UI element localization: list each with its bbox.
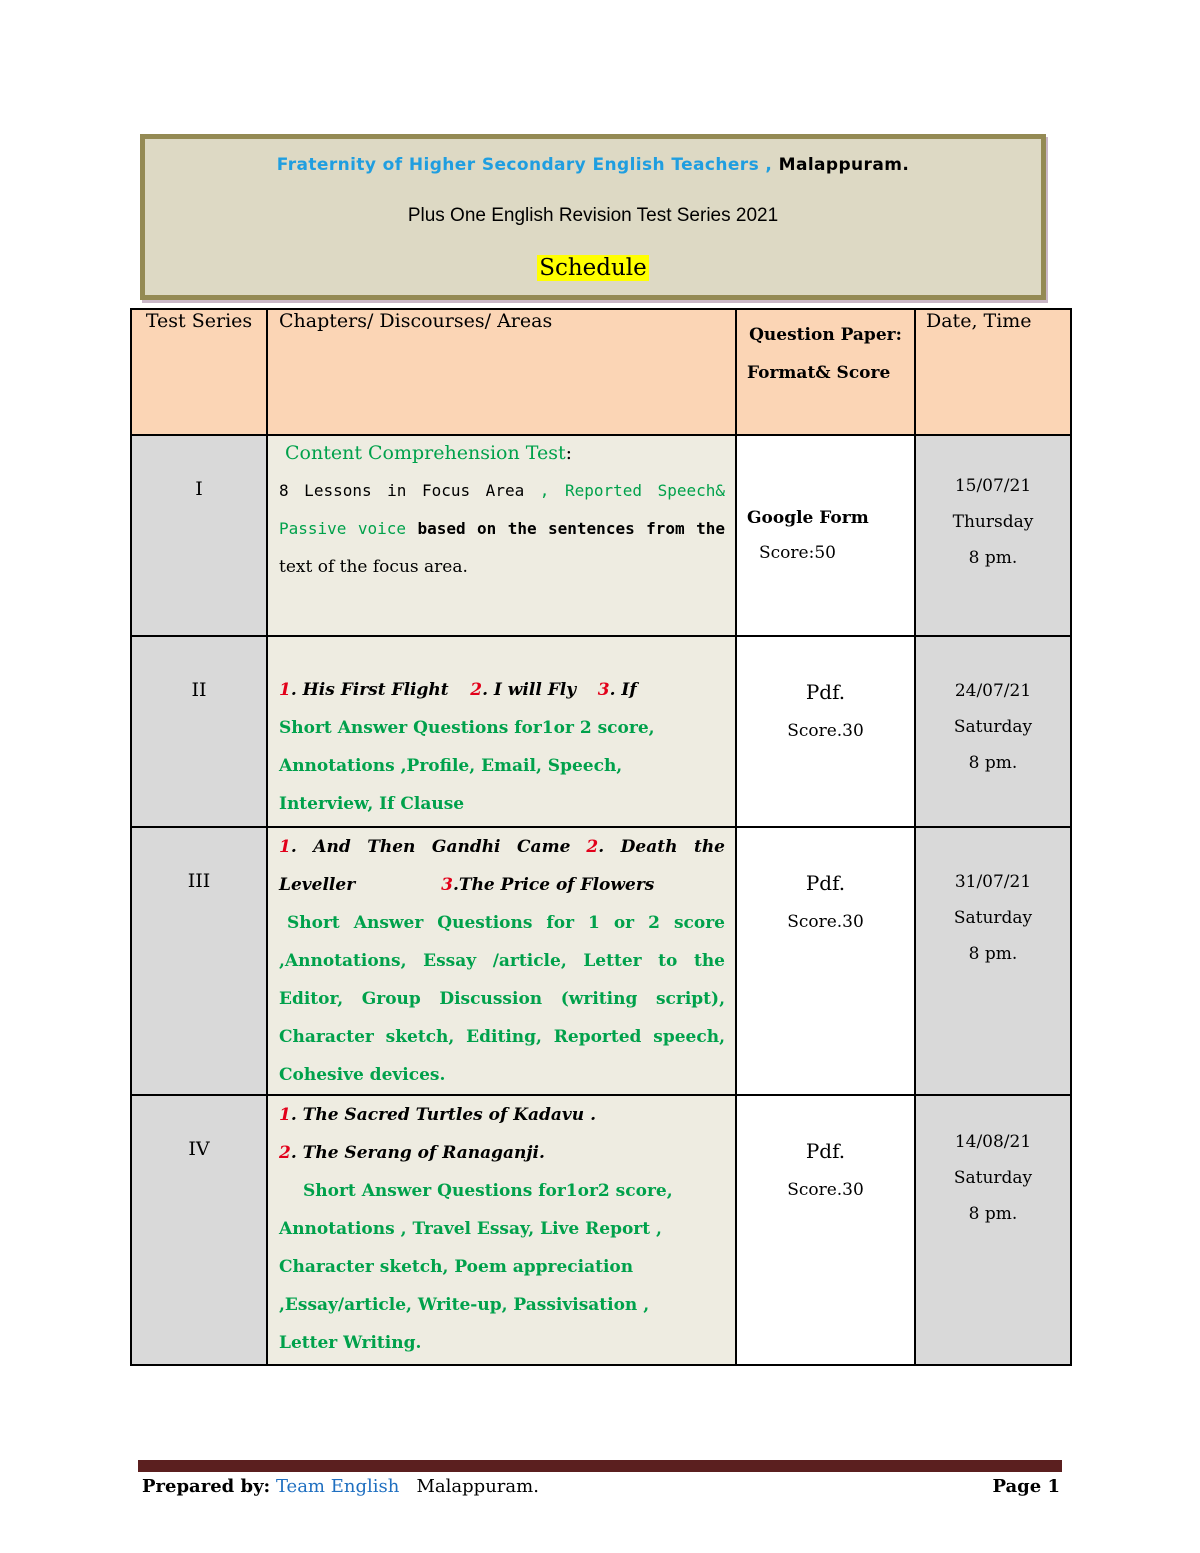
date-cell [915,636,1071,827]
date-value: 14/08/21 [954,1132,1032,1152]
lesson-title: .The Price of Flowers [453,875,655,895]
day-value: Thursday [952,512,1034,532]
schedule-table [130,308,1072,1366]
lesson-list [279,671,725,709]
organization-place: Malappuram. [778,155,910,175]
page-number: Page 1 [992,1476,1060,1497]
chapters-cell [267,636,736,827]
lesson-number: 2 [279,1143,291,1163]
header-question-paper [736,309,915,435]
date-value: 15/07/21 [954,476,1032,496]
chapters-cell [267,1095,736,1365]
team-name: Team English [275,1476,400,1497]
table-header-row [131,309,1071,435]
topics-line: Short Answer Questions for1or2 score, [303,1181,673,1201]
topics-line: Annotations ,Profile, Email, Speech, [279,756,623,776]
format-cell [736,1095,915,1365]
lesson-list [279,866,725,904]
date-value: 24/07/21 [954,681,1032,701]
format-label: Google Form [747,508,869,528]
score-label: Score.30 [787,912,864,932]
date-cell [915,1095,1071,1365]
score-label: Score:50 [759,543,836,563]
topics-line: Cohesive devices. [279,1065,446,1085]
lesson-title: . Death the [598,837,725,857]
score-label: Score.30 [787,1180,864,1200]
lesson-list [279,1134,725,1172]
lesson-title: . And Then Gandhi Came [290,837,571,857]
topics-line: Short Answer Questions for 1 or 2 score [287,913,725,933]
score-label: Score.30 [787,721,864,741]
lesson-list [279,1096,725,1134]
table-row [131,1095,1071,1365]
topics-line: Short Answer Questions for1or 2 score, [279,718,655,738]
series-title: Plus One English Revision Test Series 2021 [407,205,779,226]
time-value: 8 pm. [968,1204,1018,1224]
series-number: II [191,679,207,701]
format-label: Pdf. [805,680,846,704]
day-value: Saturday [953,1168,1033,1188]
series-cell [131,636,267,827]
lesson-number: 2 [470,680,483,700]
time-value: 8 pm. [968,753,1018,773]
day-value: Saturday [953,908,1033,928]
day-value: Saturday [953,717,1033,737]
row-text: text of the focus area. [279,557,468,577]
topics-line: ,Essay/article, Write-up, Passivisation , [279,1295,650,1315]
series-cell [131,435,267,636]
row-heading: Content Comprehension Test [285,442,566,464]
organization-line [145,155,1041,175]
footer-place: Malappuram. [416,1476,539,1497]
row-text: 8 Lessons in Focus Area [279,481,525,500]
organization-name: Fraternity of Higher Secondary English Teachers , [276,155,773,175]
lesson-title: . I will Fly [482,680,577,700]
date-value: 31/07/21 [954,872,1032,892]
lesson-title: . His First Flight [290,680,449,700]
lesson-title: . If [609,680,637,700]
schedule-heading: Schedule [539,255,647,281]
lesson-title: . The Sacred Turtles of Kadavu . [290,1105,597,1125]
format-label: Pdf. [805,871,846,895]
format-cell [736,636,915,827]
header-date-time: Date, Time [915,309,1071,435]
row-text: based on the sentences from the [417,519,725,538]
table-row [131,435,1071,636]
title-box [140,134,1046,300]
series-number: IV [188,1138,210,1160]
header-qp-line2: Format& Score [747,363,891,383]
header-test-series: Test Series [131,309,267,435]
footer-divider [138,1460,1062,1472]
lesson-number: 2 [586,837,599,857]
lesson-number: 1 [279,1105,291,1125]
row-heading-colon: : [565,442,572,464]
series-cell [131,1095,267,1365]
chapters-cell [267,827,736,1095]
date-cell [915,827,1071,1095]
lesson-number: 1 [279,837,291,857]
format-cell [736,827,915,1095]
format-cell [736,435,915,636]
topics-line: Interview, If Clause [279,794,465,814]
row-text-green: , Reported Speech& [539,481,726,500]
lesson-title: . The Serang of Ranaganji. [290,1143,545,1163]
lesson-title: Leveller [279,875,356,895]
series-cell [131,827,267,1095]
lesson-number: 3 [597,680,610,700]
time-value: 8 pm. [968,944,1018,964]
format-label: Pdf. [805,1139,846,1163]
topics-line: Editor, Group Discussion (writing script), [279,989,725,1009]
prepared-by-label: Prepared by: [142,1476,271,1497]
page-footer [142,1476,1060,1502]
header-qp-line1: Question Paper: [749,325,902,345]
header-chapters: Chapters/ Discourses/ Areas [267,309,736,435]
chapters-cell [267,435,736,636]
table-row [131,827,1071,1095]
series-number: III [187,870,211,892]
lesson-number: 3 [441,875,453,895]
topics-line: Character sketch, Editing, Reported speech, [279,1027,725,1047]
row-text-green: Passive voice [279,519,407,538]
topics-line: ,Annotations, Essay /article, Letter to the [279,951,725,971]
time-value: 8 pm. [968,548,1018,568]
lesson-number: 1 [279,680,291,700]
topics-line: Annotations , Travel Essay, Live Report , [279,1219,662,1239]
table-row [131,636,1071,827]
topics-line: Letter Writing. [279,1333,422,1353]
date-cell [915,435,1071,636]
topics-line: Character sketch, Poem appreciation [279,1257,634,1277]
series-number: I [195,478,203,500]
lesson-list [279,828,725,866]
